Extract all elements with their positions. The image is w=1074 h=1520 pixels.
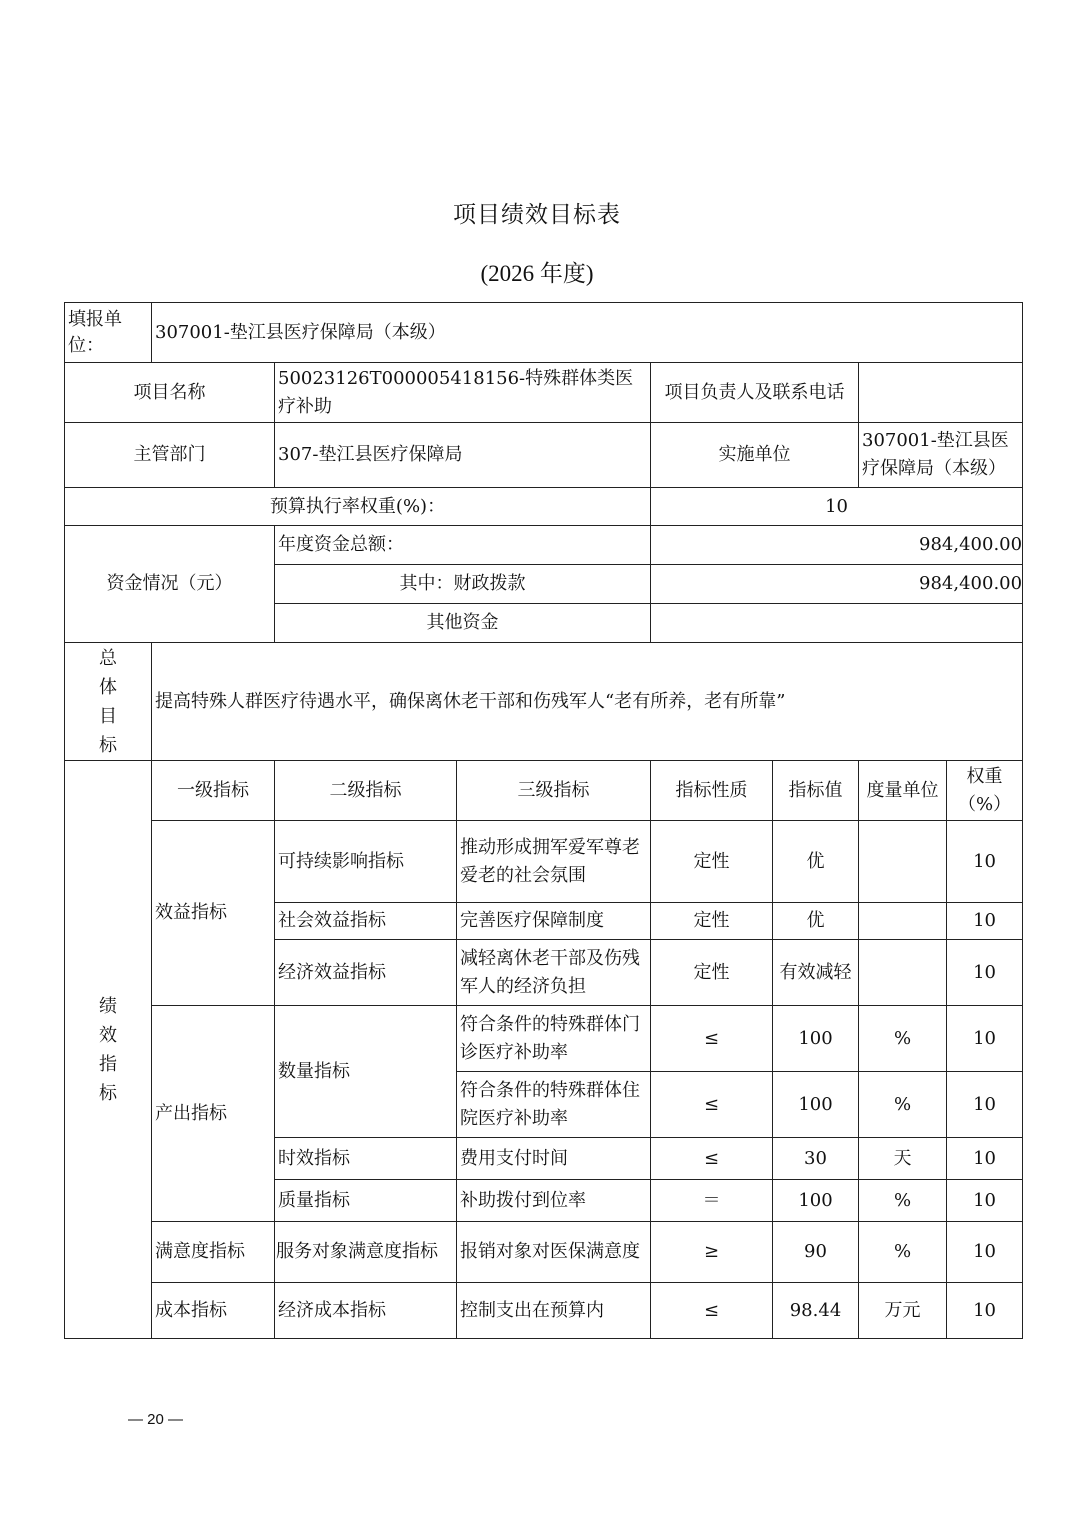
nature-cell: ＝ [651,1180,773,1222]
budget-rate-label: 预算执行率权重(%)： [65,488,651,526]
level3-cell: 符合条件的特殊群体住院医疗补助率 [457,1072,651,1138]
level2-quantity: 数量指标 [275,1006,457,1138]
unit-cell: 万元 [859,1283,947,1339]
page-number: — 20 — [128,1411,184,1428]
department-row [65,423,1023,488]
value-cell: 100 [773,1072,859,1138]
performance-indicators-label: 绩 效 指 标 [65,761,152,1339]
table-row [65,1222,1023,1283]
impl-unit-value: 307001-垫江县医疗保障局（本级） [859,423,1023,488]
funds-other-value [651,604,1023,643]
weight-cell: 10 [947,1180,1023,1222]
value-cell: 优 [773,821,859,903]
value-cell: 优 [773,903,859,940]
performance-target-table [64,302,1023,1339]
level3-cell: 推动形成拥军爱军尊老爱老的社会氛围 [457,821,651,903]
unit-cell: % [859,1006,947,1072]
header-level1: 一级指标 [152,761,275,821]
overall-goal-label: 总 体 目 标 [65,643,152,761]
header-value: 指标值 [773,761,859,821]
weight-cell: 10 [947,1283,1023,1339]
project-name-value: 50023126T000005418156-特殊群体类医疗补助 [275,363,651,423]
table-row [65,1006,1023,1072]
unit-cell [859,903,947,940]
weight-cell: 10 [947,1222,1023,1283]
funds-fiscal-value: 984,400.00 [651,565,1023,604]
weight-cell: 10 [947,821,1023,903]
overall-goal-row [65,643,1023,761]
page-subtitle: (2026 年度) [480,261,594,286]
header-unit: 度量单位 [859,761,947,821]
funds-total-row [65,526,1023,565]
value-cell: 90 [773,1222,859,1283]
value-cell: 98.44 [773,1283,859,1339]
funds-total-value: 984,400.00 [651,526,1023,565]
overall-goal-text: 提高特殊人群医疗待遇水平，确保离休老干部和伤残军人“老有所养，老有所靠” [152,643,1023,761]
level3-cell: 控制支出在预算内 [457,1283,651,1339]
header-nature: 指标性质 [651,761,773,821]
unit-label-cell [65,303,152,363]
project-name-row [65,363,1023,423]
weight-cell: 10 [947,1138,1023,1180]
unit-label: 填报单位： [68,308,122,356]
unit-cell: % [859,1222,947,1283]
unit-value: 307001-垫江县医疗保障局（本级） [155,321,446,343]
level1-output: 产出指标 [152,1006,275,1222]
level3-cell: 完善医疗保障制度 [457,903,651,940]
funds-label: 资金情况（元） [65,526,275,643]
nature-cell: ≤ [651,1072,773,1138]
level2-cell: 经济成本指标 [275,1283,457,1339]
budget-rate-row [65,488,1023,526]
dept-label: 主管部门 [65,423,275,488]
level2-cell: 社会效益指标 [275,903,457,940]
funds-other-label: 其他资金 [275,604,651,643]
level2-cell: 时效指标 [275,1138,457,1180]
level3-cell: 减轻离休老干部及伤残军人的经济负担 [457,940,651,1006]
funds-total-label: 年度资金总额： [275,526,651,565]
level2-cell: 质量指标 [275,1180,457,1222]
level1-satisfaction: 满意度指标 [152,1222,275,1283]
nature-cell: ≥ [651,1222,773,1283]
level1-benefit: 效益指标 [152,821,275,1006]
weight-cell: 10 [947,1006,1023,1072]
indicator-header-row [65,761,1023,821]
value-cell: 100 [773,1180,859,1222]
level2-cell: 可持续影响指标 [275,821,457,903]
weight-cell: 10 [947,903,1023,940]
weight-cell: 10 [947,1072,1023,1138]
nature-cell: 定性 [651,821,773,903]
unit-cell [859,940,947,1006]
level2-cell: 经济效益指标 [275,940,457,1006]
unit-cell [859,821,947,903]
header-level3: 三级指标 [457,761,651,821]
unit-value-cell [152,303,1023,363]
nature-cell: 定性 [651,940,773,1006]
header-level2: 二级指标 [275,761,457,821]
project-leader-label: 项目负责人及联系电话 [651,363,859,423]
dept-value: 307-垫江县医疗保障局 [275,423,651,488]
project-name-label: 项目名称 [65,363,275,423]
level1-cost: 成本指标 [152,1283,275,1339]
budget-rate-value: 10 [651,488,1023,526]
level3-cell: 费用支付时间 [457,1138,651,1180]
page-title: 项目绩效目标表 [453,202,621,228]
nature-cell: 定性 [651,903,773,940]
value-cell: 100 [773,1006,859,1072]
nature-cell: ≤ [651,1006,773,1072]
level3-cell: 符合条件的特殊群体门诊医疗补助率 [457,1006,651,1072]
header-weight: 权重（%） [947,761,1023,821]
unit-cell: 天 [859,1138,947,1180]
nature-cell: ≤ [651,1283,773,1339]
unit-cell: % [859,1072,947,1138]
unit-cell: % [859,1180,947,1222]
table-row [65,1283,1023,1339]
unit-row [65,303,1023,363]
table-row [65,821,1023,903]
level2-cell: 服务对象满意度指标 [275,1222,457,1283]
impl-unit-label: 实施单位 [651,423,859,488]
weight-cell: 10 [947,940,1023,1006]
level3-cell: 补助拨付到位率 [457,1180,651,1222]
value-cell: 有效减轻 [773,940,859,1006]
nature-cell: ≤ [651,1138,773,1180]
value-cell: 30 [773,1138,859,1180]
funds-fiscal-label: 其中：财政拨款 [275,565,651,604]
project-leader-value [859,363,1023,423]
level3-cell: 报销对象对医保满意度 [457,1222,651,1283]
